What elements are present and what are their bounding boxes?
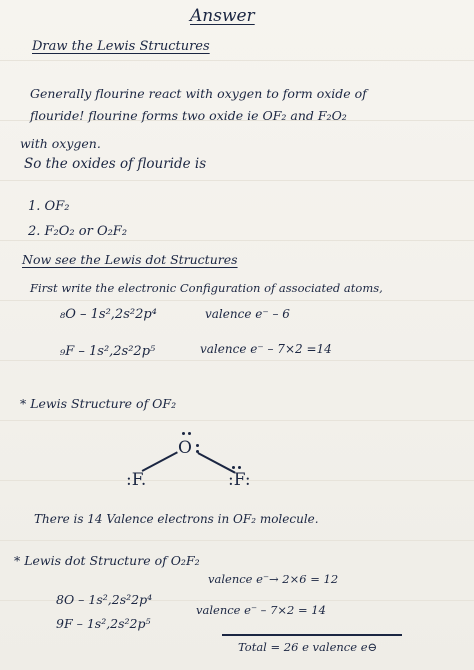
o2f2-config-oxygen: 8O – 1s²,2s²2p⁴ xyxy=(56,592,153,607)
config-oxygen: ₈O – 1s²,2s²2p⁴ xyxy=(60,307,157,322)
total-divider xyxy=(222,634,402,636)
lewis-heading: Now see the Lewis dot Structures xyxy=(22,252,238,267)
bond-o-f1 xyxy=(142,451,178,471)
lone-pair-dot xyxy=(238,466,241,469)
oxide-item-2: 2. F₂O₂ or O₂F₂ xyxy=(28,224,128,239)
of2-lewis-diagram xyxy=(110,432,280,494)
o2f2-heading: * Lewis dot Structure of O₂F₂ xyxy=(14,553,200,568)
lone-pair-dot xyxy=(188,432,191,435)
intro-line-3: with oxygen. xyxy=(20,136,101,151)
o2f2-total: Total = 26 e valence e⊖ xyxy=(238,640,378,654)
oxides-heading: So the oxides of flouride is xyxy=(24,156,207,172)
lone-pair-dot xyxy=(182,432,185,435)
intro-line-1: Generally flourine react with oxygen to form oxide of xyxy=(30,86,367,101)
section-heading: Draw the Lewis Structures xyxy=(32,39,210,54)
o2f2-valence-oxygen: valence e⁻→ 2×6 = 12 xyxy=(208,572,339,586)
atom-fluorine-right: :F: xyxy=(228,470,251,490)
atom-fluorine-left: :F. xyxy=(126,470,147,490)
config-line: First write the electronic Configuration of associated atoms, xyxy=(30,281,383,295)
intro-line-2: flouride! flourine forms two oxide ie OF₂ and F₂O₂ xyxy=(30,108,347,123)
page-title: Answer xyxy=(190,6,255,26)
atom-oxygen: O xyxy=(178,438,192,458)
o2f2-config-fluorine: 9F – 1s²,2s²2p⁵ xyxy=(56,616,151,631)
of2-note: There is 14 Valence electrons in OF₂ molecule. xyxy=(34,512,319,526)
o2f2-valence-fluorine: valence e⁻ – 7×2 = 14 xyxy=(196,603,326,617)
of2-heading: * Lewis Structure of OF₂ xyxy=(20,396,177,411)
valence-oxygen: valence e⁻ – 6 xyxy=(205,307,290,321)
lone-pair-dot xyxy=(196,444,199,447)
valence-fluorine: valence e⁻ – 7×2 =14 xyxy=(200,342,332,356)
lone-pair-dot xyxy=(232,466,235,469)
config-fluorine: ₉F – 1s²,2s²2p⁵ xyxy=(60,344,156,359)
oxide-item-1: 1. OF₂ xyxy=(28,199,70,214)
